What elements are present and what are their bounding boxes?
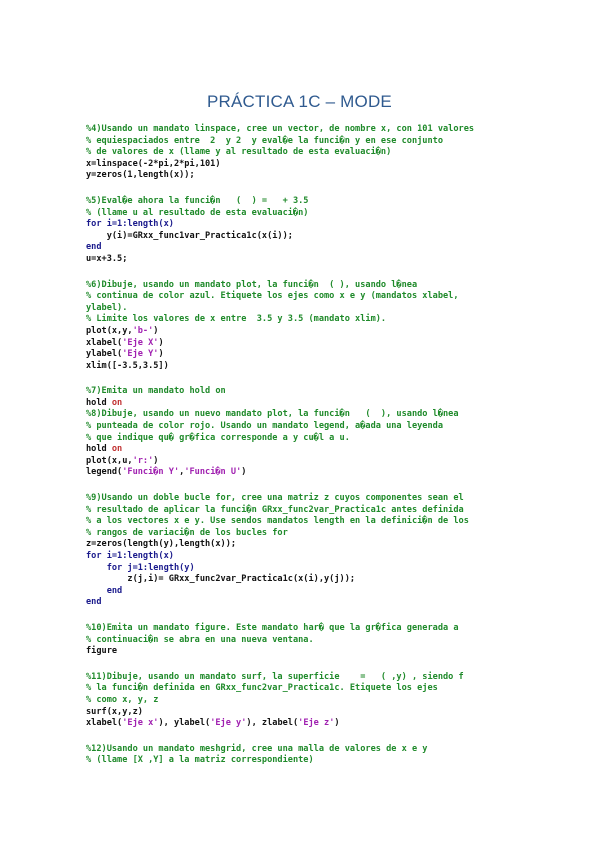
code-section xyxy=(86,672,526,730)
comment-line: % (llame [X ,Y] a la matriz correspondiente) xyxy=(86,755,314,766)
code-section xyxy=(86,493,526,609)
code-line: xlim([-3.5,3.5]) xyxy=(86,360,169,371)
comment-line: % continuaci�n se abra en una nueva ventana. xyxy=(86,634,314,645)
page-title: PRÁCTICA 1C – MODE xyxy=(207,92,392,111)
comment-line: %8)Dibuje, usando un nuevo mandato plot, la funci�n ( ), usando l�nea xyxy=(86,409,459,420)
comment-line: %10)Emita un mandato figure. Este mandato har� que la gr�fica generada a xyxy=(86,622,459,633)
code-line: y(i)=GRxx_func1var_Practica1c(x(i)); xyxy=(86,230,293,241)
comment-line: % resultado de aplicar la funci�n GRxx_func2var_Practica1c antes definida xyxy=(86,504,464,515)
comment-line: ylabel). xyxy=(86,302,128,313)
code-line: plot(x,u,'r:') xyxy=(86,455,159,466)
comment-line: %11)Dibuje, usando un mandato surf, la superficie = ( ,y) , siendo f xyxy=(86,671,464,682)
code-line: hold on xyxy=(86,397,123,408)
comment-line: %9)Usando un doble bucle for, cree una matriz z cuyos componentes sean el xyxy=(86,493,464,504)
code-line: for i=1:length(x) xyxy=(86,219,174,230)
code-section xyxy=(86,744,526,767)
comment-line: %6)Dibuje, usando un mandato plot, la funci�n ( ), usando l�nea xyxy=(86,279,418,290)
code-section xyxy=(86,280,526,373)
code-line: end xyxy=(86,585,123,596)
comment-line: % como x, y, z xyxy=(86,694,159,705)
code-section xyxy=(86,386,526,479)
comment-line: % que indique qu� gr�fica corresponde a y cu�l a u. xyxy=(86,432,350,443)
comment-line: %5)Eval�e ahora la funci�n ( ) = + 3.5 xyxy=(86,195,309,206)
code-line: z=zeros(length(y),length(x)); xyxy=(86,539,237,550)
comment-line: % Limite los valores de x entre 3.5 y 3.5 (mandato xlim). xyxy=(86,314,387,325)
code-line: ylabel('Eje Y') xyxy=(86,349,164,360)
code-line: u=x+3.5; xyxy=(86,253,128,264)
code-line: end xyxy=(86,597,102,608)
code-line: hold on xyxy=(86,444,123,455)
code-section xyxy=(86,623,526,658)
comment-line: % a los vectores x e y. Use sendos mandatos length en la definici�n de los xyxy=(86,516,469,527)
comment-line: % continua de color azul. Etiquete los ejes como x e y (mandatos xlabel, xyxy=(86,291,459,302)
comment-line: %4)Usando un mandato linspace, cree un vector, de nombre x, con 101 valores xyxy=(86,124,475,134)
code-line: z(j,i)= GRxx_func2var_Practica1c(x(i),y(j)); xyxy=(86,574,356,585)
code-section xyxy=(86,124,526,182)
code-line: for i=1:length(x) xyxy=(86,551,174,561)
code-line: xlabel('Eje X') xyxy=(86,337,164,348)
code-line: for j=1:length(y) xyxy=(86,562,195,573)
comment-line: %12)Usando un mandato meshgrid, cree una malla de valores de x e y xyxy=(86,743,428,754)
code-line: x=linspace(-2*pi,2*pi,101) xyxy=(86,158,221,169)
comment-line: %7)Emita un mandato hold on xyxy=(86,386,226,397)
comment-line: % de valores de x (llame y al resultado de esta evaluaci�n) xyxy=(86,147,392,158)
code-line: figure xyxy=(86,646,118,657)
code-line: xlabel('Eje x'), ylabel('Eje y'), zlabel('Eje z') xyxy=(86,718,340,729)
code-line: surf(x,y,z) xyxy=(86,706,143,717)
comment-line: % la funci�n definida en GRxx_func2var_Practica1c. Etiquete los ejes xyxy=(86,683,438,694)
code-line: legend('Funci�n Y','Funci�n U') xyxy=(86,467,247,478)
comment-line: % equiespaciados entre 2 y 2 y eval�e la funci�n y en ese conjunto xyxy=(86,135,443,146)
code-listing xyxy=(86,124,526,767)
code-line: end xyxy=(86,242,102,253)
comment-line: % punteada de color rojo. Usando un mandato legend, a�ada una leyenda xyxy=(86,421,443,432)
comment-line: % (llame u al resultado de esta evaluaci�n) xyxy=(86,207,309,218)
code-line: y=zeros(1,length(x)); xyxy=(86,170,195,181)
comment-line: % rangos de variaci�n de los bucles for xyxy=(86,527,288,538)
code-section xyxy=(86,196,526,266)
code-line: plot(x,y,'b-') xyxy=(86,325,159,336)
